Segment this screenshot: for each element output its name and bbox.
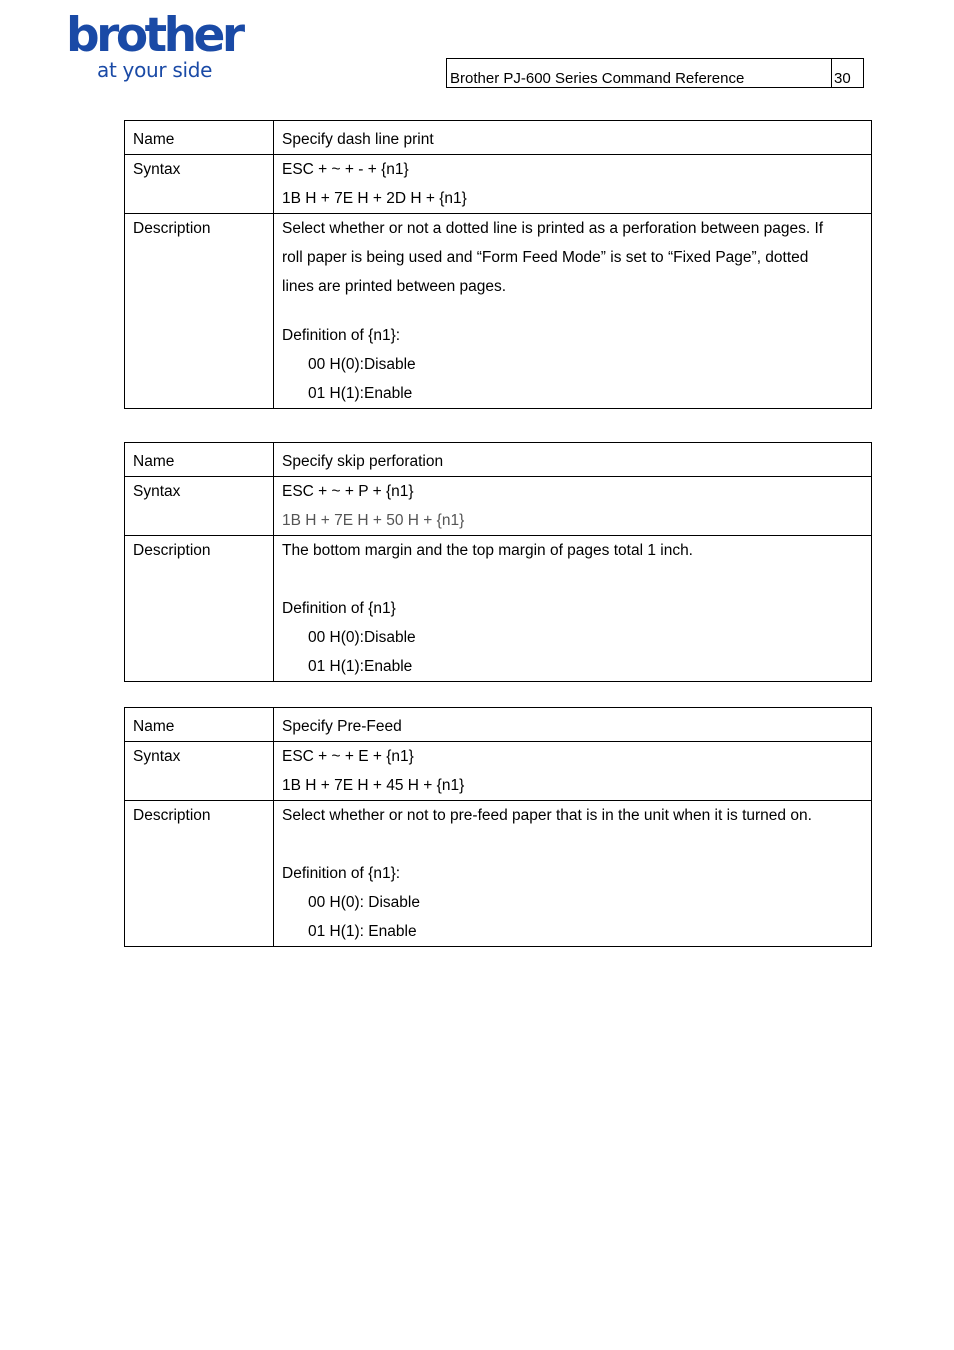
name-label: Name (125, 443, 274, 477)
description-cell (274, 536, 872, 682)
command-table-skip-perforation (124, 442, 872, 682)
syntax-hex: 1B H + 7E H + 50 H + {n1} (282, 512, 465, 529)
syntax-row (125, 742, 872, 801)
document-header (446, 58, 864, 88)
definition-title: Definition of {n1}: (282, 327, 401, 344)
syntax-cell (274, 155, 872, 214)
description-row (125, 536, 872, 682)
syntax-hex: 1B H + 7E H + 45 H + {n1} (282, 777, 465, 794)
description-text: The bottom margin and the top margin of pages total 1 inch. (282, 542, 693, 559)
definition-title: Definition of {n1}: (282, 865, 401, 882)
description-label: Description (125, 801, 274, 947)
definition-item: 01 H(1): Enable (308, 923, 417, 940)
name-label: Name (125, 121, 274, 155)
definition-item: 00 H(0): Disable (308, 894, 420, 911)
syntax-escape: ESC + ~ + - + {n1} (282, 161, 409, 178)
page-number: 30 (834, 70, 851, 87)
name-label: Name (125, 708, 274, 742)
definition-item: 01 H(1):Enable (308, 385, 413, 402)
name-row (125, 443, 872, 477)
command-table-dash-line (124, 120, 872, 409)
syntax-label: Syntax (125, 742, 274, 801)
description-text: roll paper is being used and “Form Feed Mode” is set to “Fixed Page”, dotted (282, 249, 809, 266)
definition-title: Definition of {n1} (282, 600, 396, 617)
syntax-label: Syntax (125, 155, 274, 214)
name-row (125, 121, 872, 155)
name-row (125, 708, 872, 742)
brother-logo (66, 8, 242, 88)
command-name: Specify dash line print (274, 121, 872, 155)
definition-item: 01 H(1):Enable (308, 658, 413, 675)
syntax-row (125, 155, 872, 214)
description-cell (274, 214, 872, 409)
description-row (125, 214, 872, 409)
description-text: lines are printed between pages. (282, 278, 507, 295)
logo-tagline: at your side (97, 58, 213, 82)
description-label: Description (125, 536, 274, 682)
command-name: Specify Pre-Feed (274, 708, 872, 742)
definition-item: 00 H(0):Disable (308, 356, 416, 373)
description-text: Select whether or not a dotted line is printed as a perforation between pages. If (282, 220, 824, 237)
description-label: Description (125, 214, 274, 409)
syntax-row (125, 477, 872, 536)
syntax-hex: 1B H + 7E H + 2D H + {n1} (282, 190, 467, 207)
syntax-cell (274, 742, 872, 801)
command-table-pre-feed (124, 707, 872, 947)
document-title: Brother PJ-600 Series Command Reference (447, 59, 832, 87)
syntax-label: Syntax (125, 477, 274, 536)
description-row (125, 801, 872, 947)
logo-wordmark: brother (66, 8, 242, 63)
command-name: Specify skip perforation (274, 443, 872, 477)
definition-item: 00 H(0):Disable (308, 629, 416, 646)
syntax-escape: ESC + ~ + P + {n1} (282, 483, 414, 500)
description-text: Select whether or not to pre-feed paper that is in the unit when it is turned on. (282, 807, 812, 824)
description-cell (274, 801, 872, 947)
syntax-escape: ESC + ~ + E + {n1} (282, 748, 414, 765)
syntax-cell (274, 477, 872, 536)
